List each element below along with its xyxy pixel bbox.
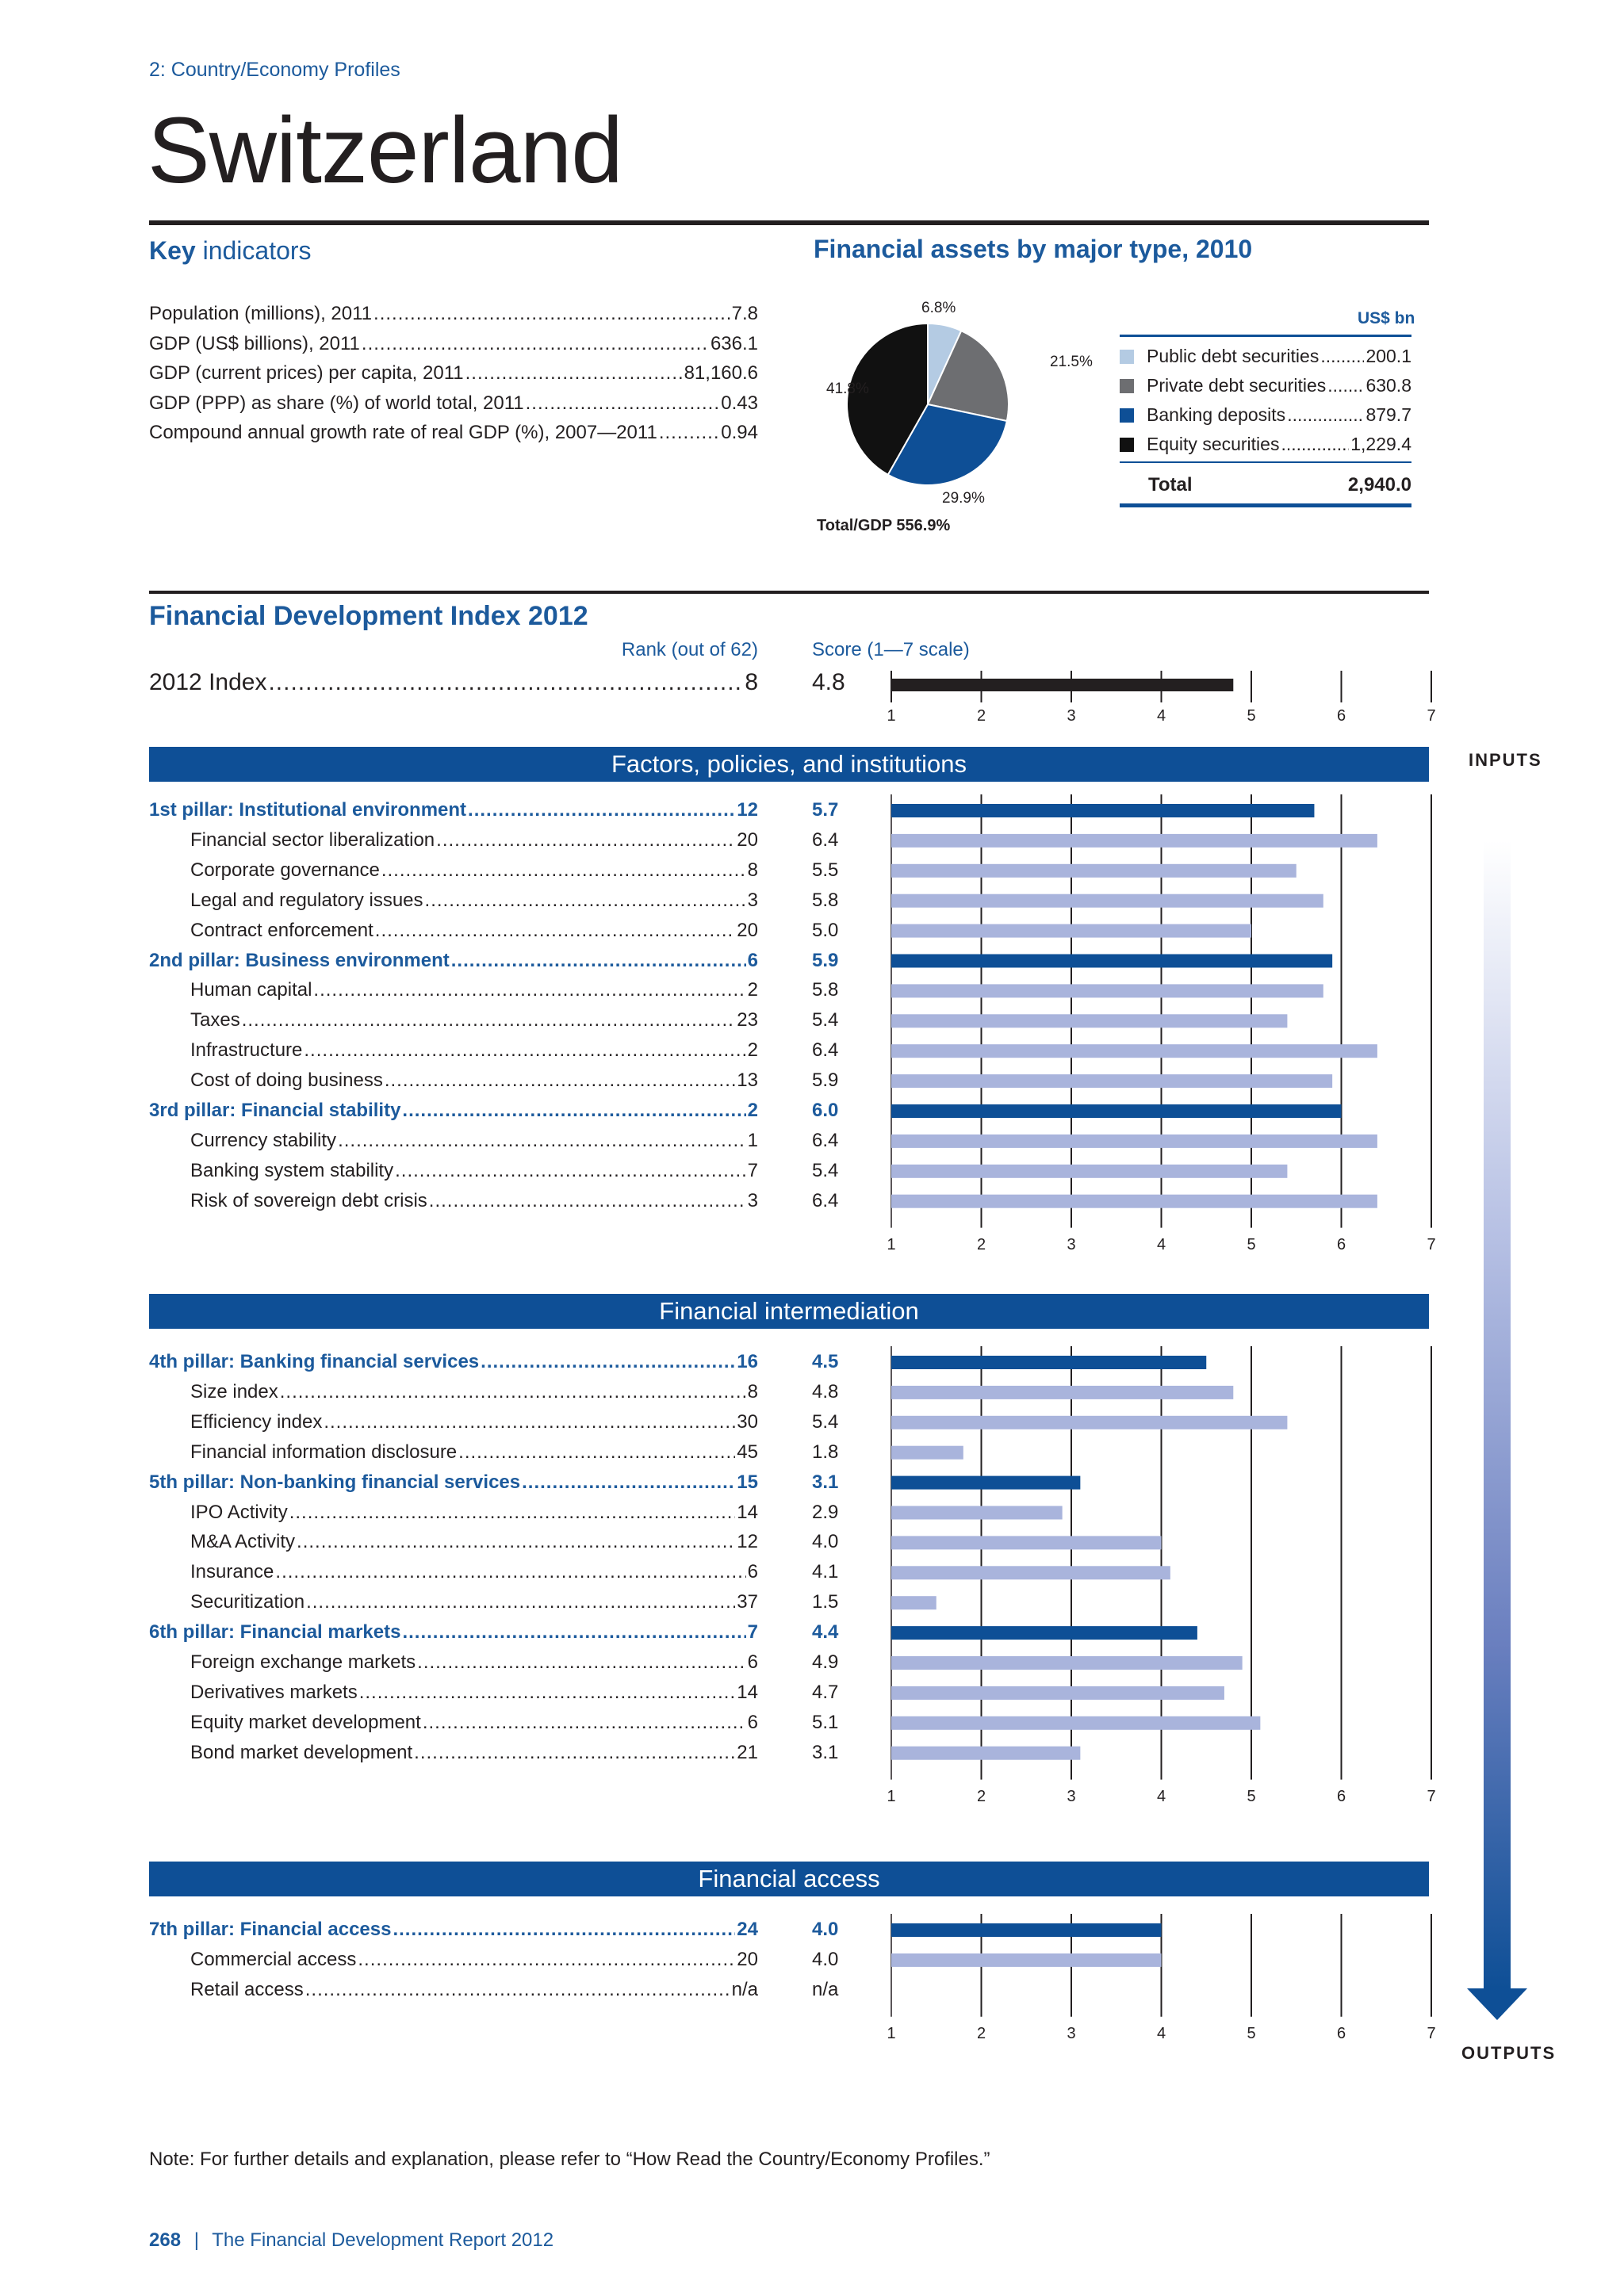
subindicator-row-label: Banking system stability	[190, 1159, 394, 1181]
leader-dots	[304, 1039, 745, 1062]
leader-dots	[659, 422, 719, 444]
legend-label: Public debt securities	[1147, 346, 1320, 366]
outputs-label: OUTPUTS	[1461, 2043, 1557, 2063]
pillar-row-value: 2	[747, 1100, 758, 1121]
subindicator-row-value: 6	[747, 1711, 758, 1733]
subindicator-bar	[891, 1686, 1224, 1700]
subindicator-row-label: Contract enforcement	[190, 919, 373, 941]
subindicator-bar	[891, 894, 1323, 908]
pillar-bar	[891, 804, 1314, 817]
leader-dots	[468, 799, 735, 821]
pie-slice-label: 41.8%	[826, 381, 869, 397]
legend-item	[1120, 404, 1411, 426]
subindicator-row-label: Efficiency index	[190, 1410, 323, 1433]
subindicator-row	[190, 1381, 758, 1403]
leader-dots	[429, 1190, 746, 1212]
legend-value: 1,229.4	[1350, 434, 1411, 454]
total-label: Total	[1148, 474, 1193, 496]
subindicator-bar	[891, 1044, 1377, 1058]
scale-tick-label: 2	[976, 2024, 986, 2042]
subindicator-bar	[891, 1014, 1287, 1027]
subindicator-row-label: Corporate governance	[190, 859, 380, 881]
subindicator-bar	[891, 984, 1323, 997]
scale-tick-label: 2	[976, 1787, 986, 1805]
pillar-row-value: 6	[747, 949, 758, 971]
scale-tick-label: 4	[1156, 1235, 1166, 1253]
key-indicators-heading-bold: Key	[149, 236, 196, 265]
key-indicator-row-label: GDP (current prices) per capita, 2011	[149, 362, 464, 384]
leader-dots	[324, 1411, 735, 1433]
leader-dots	[451, 950, 746, 972]
key-indicator-row-value: 81,160.6	[684, 362, 758, 384]
footnote: Note: For further details and explanation, please refer to “How Read the Country/Economy Profiles.”	[149, 2149, 990, 2170]
subindicator-bar	[891, 924, 1251, 938]
score-value: 6.4	[812, 828, 839, 851]
financial-assets-pie-chart	[825, 293, 1094, 547]
pillar-row	[149, 1471, 758, 1494]
pillar-row	[149, 1100, 758, 1122]
pillar-row-value: 16	[737, 1351, 758, 1372]
score-value: 5.4	[812, 1009, 839, 1031]
subindicator-row	[190, 1561, 758, 1583]
subindicator-bar	[891, 1954, 1162, 1967]
subindicator-bar	[891, 1386, 1233, 1399]
pillar-bar	[891, 955, 1332, 968]
key-indicator-row-label: Compound annual growth rate of real GDP (%), 2007—2011	[149, 422, 657, 443]
section-band: Factors, policies, and institutions	[149, 747, 1429, 782]
scale-tick-label: 5	[1247, 1787, 1256, 1805]
key-indicator-row-value: 0.94	[721, 422, 758, 443]
subindicator-bar	[891, 1446, 963, 1460]
score-value: 5.7	[812, 799, 839, 821]
pillar-bar	[891, 1104, 1342, 1118]
subindicator-row-value: 2	[747, 1039, 758, 1062]
subindicator-row-label: Securitization	[190, 1591, 305, 1613]
leader-dots	[526, 392, 720, 415]
leader-dots	[417, 1651, 745, 1674]
scale-tick-label: 7	[1427, 2024, 1436, 2042]
scale-tick-label: 3	[1067, 2024, 1076, 2042]
unit-label: US$ bn	[1358, 309, 1415, 327]
subindicator-row-value: 7	[747, 1159, 758, 1181]
leader-dots	[362, 333, 709, 355]
key-indicator-row	[149, 362, 758, 385]
pillar-row-label: 3rd pillar: Financial stability	[149, 1100, 401, 1121]
subindicator-bar	[891, 1506, 1063, 1520]
pillar-row-value: 15	[737, 1471, 758, 1493]
footer-separator: |	[193, 2229, 199, 2251]
subindicator-row-value: 8	[747, 859, 758, 881]
subindicator-row	[190, 1070, 758, 1092]
score-value: 4.0	[812, 1531, 839, 1553]
subindicator-bar	[891, 1536, 1162, 1549]
page-title: Switzerland	[147, 98, 622, 203]
subindicator-bar	[891, 1566, 1170, 1579]
leader-dots	[402, 1621, 745, 1644]
fdi-heading: Financial Development Index 2012	[149, 601, 588, 631]
legend-label: Banking deposits	[1147, 404, 1286, 425]
report-title: The Financial Development Report 2012	[212, 2229, 554, 2251]
leader-dots	[425, 890, 746, 912]
subindicator-row-label: Taxes	[190, 1009, 240, 1031]
subindicator-bar	[891, 1074, 1332, 1088]
subindicator-row-value: n/a	[731, 1978, 758, 2000]
index-label: 2012 Index	[149, 669, 267, 695]
leader-dots	[375, 920, 736, 942]
subindicator-row-value: 13	[737, 1070, 758, 1092]
subindicator-row	[190, 1531, 758, 1553]
scale-tick-label: 6	[1336, 1235, 1346, 1253]
subindicator-row-label: Size index	[190, 1380, 278, 1402]
key-indicator-row-label: GDP (US$ billions), 2011	[149, 332, 360, 354]
subindicator-bar	[891, 1165, 1287, 1178]
leader-dots	[385, 1070, 735, 1092]
subindicator-bar	[891, 1656, 1243, 1670]
key-indicator-row	[149, 392, 758, 415]
score-value: 6.0	[812, 1100, 839, 1121]
score-value: 5.4	[812, 1159, 839, 1181]
subindicator-row-label: Financial sector liberalization	[190, 828, 435, 851]
index-scale	[0, 668, 1624, 715]
financial-assets-heading: Financial assets by major type, 2010	[814, 235, 1253, 263]
subindicator-bar	[891, 1747, 1080, 1760]
legend-item	[1120, 346, 1411, 367]
leader-dots	[359, 1682, 736, 1704]
subindicator-row	[190, 859, 758, 882]
subindicator-row-value: 14	[737, 1501, 758, 1523]
inputs-label: INPUTS	[1469, 750, 1542, 770]
subindicator-row-label: Insurance	[190, 1561, 274, 1583]
pillar-row-value: 12	[737, 799, 758, 821]
subindicator-bar	[891, 834, 1377, 848]
leader-dots	[1327, 375, 1364, 396]
subindicator-row	[190, 979, 758, 1001]
page-number: 268	[149, 2229, 182, 2251]
subindicator-row-value: 8	[747, 1380, 758, 1402]
scale-tick-label: 4	[1156, 2024, 1166, 2042]
key-indicators-heading	[149, 236, 312, 266]
subindicator-row	[190, 1979, 758, 2001]
subindicator-bar	[891, 1416, 1287, 1429]
subindicator-bar	[891, 1135, 1377, 1148]
leader-dots	[1287, 404, 1364, 426]
section-band: Financial intermediation	[149, 1294, 1429, 1329]
leader-dots	[381, 859, 746, 882]
key-indicator-row	[149, 333, 758, 355]
score-value: 6.4	[812, 1039, 839, 1062]
subindicator-row-label: Retail access	[190, 1978, 304, 2000]
score-value: 5.8	[812, 979, 839, 1001]
subindicator-row-value: 14	[737, 1681, 758, 1703]
leader-dots	[373, 303, 730, 325]
pie-slice-label: 6.8%	[921, 300, 956, 316]
subindicator-row-label: Currency stability	[190, 1129, 337, 1151]
leader-dots	[313, 979, 745, 1001]
subindicator-row-label: Human capital	[190, 979, 312, 1001]
pillar-bar	[891, 1476, 1080, 1490]
index-score: 4.8	[812, 669, 845, 695]
total-value: 2,940.0	[1347, 474, 1411, 496]
pillar-bar	[891, 1923, 1162, 1937]
pillar-row-value: 7	[747, 1621, 758, 1644]
subindicator-bar	[891, 1195, 1377, 1208]
subindicator-row-value: 1	[747, 1129, 758, 1151]
subindicator-row-label: IPO Activity	[190, 1501, 288, 1523]
subindicator-row	[190, 1039, 758, 1062]
subindicator-row-label: Infrastructure	[190, 1039, 303, 1062]
subindicator-row-label: Equity market development	[190, 1711, 421, 1733]
subindicator-row	[190, 1190, 758, 1212]
subindicator-row-value: 20	[737, 828, 758, 851]
score-value: 4.1	[812, 1561, 839, 1583]
leader-dots	[275, 1561, 745, 1583]
key-indicator-row	[149, 422, 758, 444]
score-value: 4.5	[812, 1351, 839, 1372]
scale-tick-label: 6	[1336, 2024, 1346, 2042]
legend-swatch	[1120, 408, 1134, 423]
subindicator-row	[190, 1130, 758, 1152]
leader-dots	[465, 362, 683, 385]
legend-swatch	[1120, 379, 1134, 393]
legend-item	[1120, 434, 1411, 455]
subindicator-row-value: 6	[747, 1561, 758, 1583]
subindicator-row-value: 12	[737, 1531, 758, 1553]
scale-tick-label: 5	[1247, 707, 1256, 725]
leader-dots	[458, 1441, 735, 1464]
scale-tick-label: 2	[976, 707, 986, 725]
key-indicator-row	[149, 303, 758, 325]
leader-dots	[522, 1471, 735, 1494]
leader-dots	[1281, 434, 1349, 455]
key-indicator-row-value: 0.43	[721, 392, 758, 414]
key-indicator-row-label: GDP (PPP) as share (%) of world total, 2011	[149, 392, 524, 414]
scale-tick-label: 3	[1067, 707, 1076, 725]
rank-header: Rank (out of 62)	[621, 639, 758, 660]
scale-tick-label: 6	[1336, 1787, 1346, 1805]
pillar-row	[149, 1919, 758, 1941]
leader-dots	[358, 1949, 735, 1971]
pillar-row	[149, 1351, 758, 1373]
subindicator-row-value: 20	[737, 919, 758, 941]
key-indicator-row-value: 7.8	[731, 303, 758, 324]
scale-tick-label: 1	[887, 2024, 896, 2042]
subindicator-row	[190, 890, 758, 912]
subindicator-row-label: Financial information disclosure	[190, 1441, 458, 1463]
scale-tick-label: 5	[1247, 1235, 1256, 1253]
score-value: 4.8	[812, 1380, 839, 1402]
scale-tick-label: 4	[1156, 707, 1166, 725]
scale-tick-label: 7	[1427, 1787, 1436, 1805]
legend-swatch	[1120, 438, 1134, 452]
score-value: 5.9	[812, 949, 839, 971]
leader-dots	[481, 1351, 735, 1373]
subindicator-row-label: Commercial access	[190, 1948, 357, 1970]
total-gdp-value: 556.9%	[896, 517, 951, 534]
subindicator-row-value: 45	[737, 1441, 758, 1463]
subindicator-bar	[891, 1716, 1260, 1730]
score-value: 5.5	[812, 859, 839, 881]
legend-value: 630.8	[1365, 375, 1411, 396]
subindicator-bar	[891, 1596, 936, 1609]
score-header: Score (1—7 scale)	[812, 639, 970, 660]
leader-dots	[338, 1130, 746, 1152]
score-value: 4.9	[812, 1651, 839, 1673]
subindicator-row-value: 6	[747, 1651, 758, 1673]
score-value: 5.8	[812, 889, 839, 911]
subindicator-row-label: Derivatives markets	[190, 1681, 358, 1703]
index-rank: 8	[745, 669, 758, 695]
scale-tick-label: 1	[887, 707, 896, 725]
pillar-row	[149, 950, 758, 972]
leader-dots	[395, 1160, 746, 1182]
score-value: 5.4	[812, 1410, 839, 1433]
page-footer	[149, 2229, 553, 2252]
scale-tick-label: 6	[1336, 707, 1346, 725]
index-bar	[891, 679, 1233, 691]
section-kicker: 2: Country/Economy Profiles	[149, 59, 400, 81]
scale-tick-label: 7	[1427, 707, 1436, 725]
subindicator-row	[190, 1742, 758, 1764]
subindicator-row	[190, 1591, 758, 1613]
legend-label: Private debt securities	[1147, 375, 1327, 396]
score-value: 1.5	[812, 1591, 839, 1613]
pillar-bar	[891, 1626, 1197, 1640]
pillar-row-label: 1st pillar: Institutional environment	[149, 799, 467, 821]
legend-total-rule	[1120, 461, 1411, 463]
legend-bottom-rule	[1120, 503, 1411, 507]
subindicator-row-label: Cost of doing business	[190, 1070, 383, 1092]
subindicator-row	[190, 1651, 758, 1674]
score-value: 6.4	[812, 1129, 839, 1151]
pillar-row-value: 24	[737, 1919, 758, 1940]
subindicator-row	[190, 829, 758, 851]
legend-swatch	[1120, 350, 1134, 364]
legend-value: 200.1	[1365, 346, 1411, 366]
subindicator-row-value: 37	[737, 1591, 758, 1613]
pillar-row	[149, 1621, 758, 1644]
leader-dots	[280, 1381, 746, 1403]
pie-slice-label: 21.5%	[1050, 354, 1093, 370]
leader-dots	[393, 1919, 735, 1941]
leader-dots	[436, 829, 735, 851]
scale-tick-label: 1	[887, 1235, 896, 1253]
legend-top-rule	[1120, 335, 1411, 337]
subindicator-row-label: Risk of sovereign debt crisis	[190, 1189, 427, 1211]
leader-dots	[297, 1531, 735, 1553]
subindicator-row-value: 23	[737, 1009, 758, 1031]
score-value: 5.0	[812, 919, 839, 941]
score-value: 4.0	[812, 1919, 839, 1940]
subindicator-row	[190, 1441, 758, 1464]
pillar-row-label: 6th pillar: Financial markets	[149, 1621, 401, 1644]
top-rule	[149, 220, 1429, 225]
subindicator-row-value: 20	[737, 1948, 758, 1970]
subindicator-row	[190, 1712, 758, 1734]
score-value: 4.4	[812, 1621, 839, 1644]
leader-dots	[1320, 346, 1364, 367]
score-value: 3.1	[812, 1471, 839, 1493]
total-gdp-label: Total/GDP	[817, 517, 892, 534]
subindicator-bar	[891, 864, 1297, 878]
scale-tick-label: 3	[1067, 1787, 1076, 1805]
subindicator-row-value: 30	[737, 1410, 758, 1433]
subindicator-row	[190, 1009, 758, 1031]
pillar-row-label: 4th pillar: Banking financial services	[149, 1351, 480, 1372]
subindicator-row	[190, 1502, 758, 1524]
subindicator-row-value: 3	[747, 889, 758, 911]
score-value: 3.1	[812, 1741, 839, 1763]
pillar-row-label: 2nd pillar: Business environment	[149, 949, 450, 971]
subindicator-row-value: 3	[747, 1189, 758, 1211]
subindicator-row	[190, 920, 758, 942]
leader-dots	[305, 1979, 730, 2001]
score-value: 5.1	[812, 1711, 839, 1733]
scale-tick-label: 3	[1067, 1235, 1076, 1253]
leader-dots	[423, 1712, 746, 1734]
leader-dots	[289, 1502, 736, 1524]
subindicator-row	[190, 1949, 758, 1971]
score-value: 4.0	[812, 1948, 839, 1970]
leader-dots	[402, 1100, 745, 1122]
scale-tick-label: 5	[1247, 2024, 1256, 2042]
subindicator-row-value: 2	[747, 979, 758, 1001]
subindicator-row	[190, 1682, 758, 1704]
pie-slice-label: 29.9%	[942, 490, 985, 507]
score-value: 2.9	[812, 1501, 839, 1523]
leader-dots	[242, 1009, 736, 1031]
key-indicator-row-value: 636.1	[710, 332, 758, 354]
subindicator-row-label: Legal and regulatory issues	[190, 889, 423, 911]
pillar-bar	[891, 1356, 1206, 1369]
score-value: 1.8	[812, 1441, 839, 1463]
subindicator-row	[190, 1160, 758, 1182]
pillar-row-label: 7th pillar: Financial access	[149, 1919, 392, 1940]
pillar-row	[149, 799, 758, 821]
score-value: 5.9	[812, 1070, 839, 1092]
fdi-rule	[149, 591, 1429, 594]
leader-dots	[306, 1591, 735, 1613]
leader-dots	[414, 1742, 735, 1764]
legend-label: Equity securities	[1147, 434, 1280, 454]
legend-value: 879.7	[1365, 404, 1411, 425]
total-gdp	[817, 517, 950, 535]
subindicator-row-value: 21	[737, 1741, 758, 1763]
subindicator-row	[190, 1411, 758, 1433]
scale-tick-label: 7	[1427, 1235, 1436, 1253]
score-value: 4.7	[812, 1681, 839, 1703]
pillar-row-label: 5th pillar: Non-banking financial services	[149, 1471, 521, 1493]
scale-tick-label: 2	[976, 1235, 986, 1253]
scale-tick-label: 4	[1156, 1787, 1166, 1805]
section-band: Financial access	[149, 1862, 1429, 1896]
subindicator-row-label: M&A Activity	[190, 1531, 296, 1553]
scale-tick-label: 1	[887, 1787, 896, 1805]
subindicator-row-label: Bond market development	[190, 1741, 413, 1763]
legend-item	[1120, 375, 1411, 396]
subindicator-row-label: Foreign exchange markets	[190, 1651, 416, 1673]
score-value: n/a	[812, 1978, 839, 2000]
key-indicators-heading-light: indicators	[202, 236, 312, 265]
score-value: 6.4	[812, 1189, 839, 1211]
key-indicator-row-label: Population (millions), 2011	[149, 303, 373, 324]
